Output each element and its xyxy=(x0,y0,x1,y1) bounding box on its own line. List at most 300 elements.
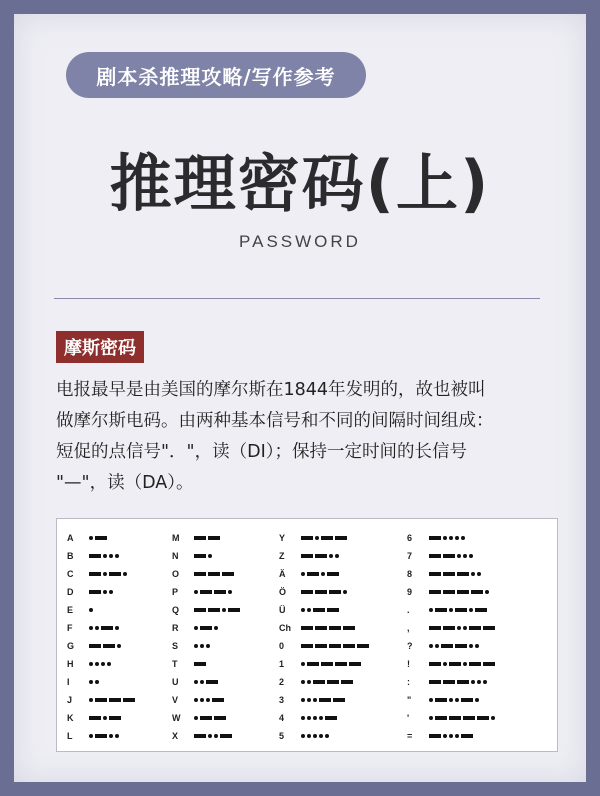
category-tag: 剧本杀推理攻略/写作参考 xyxy=(66,52,366,98)
morse-dot xyxy=(307,734,311,738)
paragraph-line: "—"，读（DA）。 xyxy=(56,473,194,493)
morse-row xyxy=(279,727,371,745)
morse-code xyxy=(89,536,109,540)
morse-code xyxy=(429,734,475,738)
morse-symbol: P xyxy=(172,587,179,597)
morse-code xyxy=(429,698,481,702)
morse-dot xyxy=(194,590,198,594)
morse-dot xyxy=(194,644,198,648)
morse-dot xyxy=(95,662,99,666)
morse-code xyxy=(429,662,497,666)
morse-dot xyxy=(477,572,481,576)
morse-dot xyxy=(89,536,93,540)
morse-row xyxy=(279,655,371,673)
morse-code xyxy=(194,662,208,666)
morse-dot xyxy=(429,716,433,720)
morse-dot xyxy=(101,662,105,666)
morse-dot xyxy=(463,554,467,558)
morse-dash xyxy=(214,590,226,594)
morse-symbol: 1 xyxy=(279,659,285,669)
morse-dot xyxy=(315,536,319,540)
morse-code xyxy=(194,680,220,684)
morse-dot xyxy=(194,626,198,630)
morse-dash xyxy=(194,608,206,612)
morse-code xyxy=(301,608,341,612)
morse-dash xyxy=(435,698,447,702)
morse-dot xyxy=(455,536,459,540)
morse-row xyxy=(67,655,137,673)
morse-row xyxy=(407,529,497,547)
morse-dash xyxy=(301,644,313,648)
morse-column xyxy=(67,529,137,745)
morse-dash xyxy=(208,572,220,576)
morse-dot xyxy=(429,608,433,612)
morse-dot xyxy=(115,734,119,738)
morse-dash xyxy=(313,680,325,684)
morse-row xyxy=(172,601,242,619)
morse-dot xyxy=(117,644,121,648)
morse-dash xyxy=(194,572,206,576)
morse-dot xyxy=(95,680,99,684)
morse-symbol: V xyxy=(172,695,179,705)
morse-dot xyxy=(89,608,93,612)
morse-dot xyxy=(115,626,119,630)
morse-dash xyxy=(194,554,206,558)
morse-dot xyxy=(89,662,93,666)
morse-dash xyxy=(329,590,341,594)
morse-symbol: 2 xyxy=(279,677,285,687)
morse-code xyxy=(429,644,481,648)
morse-row xyxy=(172,727,242,745)
morse-dot xyxy=(307,716,311,720)
morse-dash xyxy=(319,698,331,702)
morse-dash xyxy=(349,662,361,666)
morse-dot xyxy=(321,572,325,576)
morse-dot xyxy=(89,734,93,738)
morse-dash xyxy=(301,536,313,540)
morse-dash xyxy=(335,536,347,540)
morse-dot xyxy=(343,590,347,594)
morse-dash xyxy=(327,680,339,684)
morse-dash xyxy=(327,608,339,612)
morse-symbol: W xyxy=(172,713,181,723)
morse-dash xyxy=(463,716,475,720)
morse-dot xyxy=(301,680,305,684)
morse-dot xyxy=(449,698,453,702)
morse-dot xyxy=(335,554,339,558)
morse-dot xyxy=(461,536,465,540)
morse-code xyxy=(194,698,226,702)
morse-dash xyxy=(315,590,327,594)
morse-dot xyxy=(107,662,111,666)
morse-dash xyxy=(457,590,469,594)
morse-dot xyxy=(475,644,479,648)
morse-dot xyxy=(115,554,119,558)
morse-symbol: O xyxy=(172,569,180,579)
morse-symbol: 3 xyxy=(279,695,285,705)
morse-row xyxy=(67,601,137,619)
morse-dash xyxy=(200,590,212,594)
morse-symbol: 7 xyxy=(407,551,413,561)
morse-dash xyxy=(95,734,107,738)
morse-code xyxy=(301,590,349,594)
morse-dash xyxy=(343,626,355,630)
morse-dash xyxy=(483,626,495,630)
morse-dash xyxy=(95,698,107,702)
morse-dot xyxy=(443,734,447,738)
morse-dash xyxy=(329,626,341,630)
morse-dot xyxy=(200,680,204,684)
morse-dash xyxy=(89,572,101,576)
morse-code xyxy=(89,626,121,630)
morse-row xyxy=(67,619,137,637)
morse-dash xyxy=(477,716,489,720)
morse-dot xyxy=(194,680,198,684)
morse-dash xyxy=(449,716,461,720)
morse-dash xyxy=(435,716,447,720)
morse-row xyxy=(279,673,371,691)
morse-row xyxy=(67,529,137,547)
morse-dash xyxy=(443,554,455,558)
morse-symbol: ? xyxy=(407,641,413,651)
morse-dash xyxy=(315,554,327,558)
morse-dash xyxy=(461,734,473,738)
morse-dot xyxy=(443,536,447,540)
morse-dot xyxy=(301,734,305,738)
morse-code xyxy=(89,608,95,612)
morse-dash xyxy=(429,590,441,594)
morse-dash xyxy=(194,662,206,666)
morse-row xyxy=(172,565,242,583)
morse-symbol: T xyxy=(172,659,178,669)
morse-dot xyxy=(457,626,461,630)
morse-dot xyxy=(455,698,459,702)
morse-row xyxy=(67,583,137,601)
morse-row xyxy=(407,619,497,637)
morse-dash xyxy=(475,608,487,612)
morse-dash xyxy=(200,626,212,630)
morse-symbol: : xyxy=(407,677,410,687)
morse-dash xyxy=(194,734,206,738)
paragraph-line: 做摩尔斯电码。由两种基本信号和不同的间隔时间组成： xyxy=(56,411,494,431)
morse-symbol: ! xyxy=(407,659,410,669)
morse-code xyxy=(194,626,220,630)
paragraph-line: 电报最早是由美国的摩尔斯在1844年发明的，故也被叫 xyxy=(56,380,486,400)
morse-code xyxy=(89,716,123,720)
morse-code xyxy=(89,590,115,594)
morse-code xyxy=(301,734,331,738)
morse-code xyxy=(429,572,483,576)
morse-code xyxy=(429,716,497,720)
morse-dash xyxy=(443,572,455,576)
morse-dash xyxy=(222,572,234,576)
morse-dash xyxy=(95,536,107,540)
morse-code xyxy=(301,572,341,576)
morse-dot xyxy=(301,572,305,576)
morse-column xyxy=(172,529,242,745)
morse-dot xyxy=(208,554,212,558)
morse-dash xyxy=(357,644,369,648)
morse-symbol: C xyxy=(67,569,74,579)
morse-code xyxy=(89,644,123,648)
morse-dot xyxy=(89,698,93,702)
morse-dash xyxy=(301,626,313,630)
morse-dash xyxy=(208,608,220,612)
morse-column xyxy=(407,529,497,745)
morse-dot xyxy=(301,608,305,612)
morse-dot xyxy=(301,662,305,666)
morse-row xyxy=(279,637,371,655)
morse-row xyxy=(172,655,242,673)
morse-dot xyxy=(109,590,113,594)
morse-dash xyxy=(307,572,319,576)
morse-row xyxy=(407,727,497,745)
morse-dash xyxy=(325,716,337,720)
morse-symbol: A xyxy=(67,533,74,543)
morse-code xyxy=(301,536,349,540)
morse-code xyxy=(429,608,489,612)
morse-row xyxy=(172,529,242,547)
morse-row xyxy=(279,619,371,637)
morse-dash xyxy=(429,626,441,630)
morse-dot xyxy=(429,644,433,648)
morse-row xyxy=(407,565,497,583)
morse-dash xyxy=(315,626,327,630)
morse-dash xyxy=(429,572,441,576)
morse-symbol: , xyxy=(407,623,410,633)
morse-code xyxy=(429,554,475,558)
morse-dash xyxy=(89,554,101,558)
morse-code xyxy=(194,644,212,648)
morse-dot xyxy=(313,716,317,720)
morse-row xyxy=(172,673,242,691)
morse-row xyxy=(172,547,242,565)
morse-dash xyxy=(89,590,101,594)
morse-symbol: 6 xyxy=(407,533,413,543)
morse-code xyxy=(89,698,137,702)
morse-dot xyxy=(200,698,204,702)
morse-row xyxy=(407,691,497,709)
morse-dot xyxy=(471,680,475,684)
morse-dot xyxy=(123,572,127,576)
morse-row xyxy=(67,637,137,655)
morse-code xyxy=(301,662,363,666)
morse-dot xyxy=(103,590,107,594)
morse-dot xyxy=(214,734,218,738)
morse-symbol: R xyxy=(172,623,179,633)
morse-dot xyxy=(228,590,232,594)
morse-dot xyxy=(483,680,487,684)
morse-dash xyxy=(109,698,121,702)
page-subtitle: PASSWORD xyxy=(239,232,361,251)
morse-symbol: " xyxy=(407,695,412,705)
morse-symbol: G xyxy=(67,641,75,651)
morse-dot xyxy=(307,608,311,612)
morse-symbol: E xyxy=(67,605,74,615)
morse-dash xyxy=(457,572,469,576)
morse-dash xyxy=(89,644,101,648)
morse-dash xyxy=(101,626,113,630)
morse-symbol: Y xyxy=(279,533,286,543)
morse-dash xyxy=(457,680,469,684)
morse-dot xyxy=(471,572,475,576)
morse-code xyxy=(301,698,347,702)
morse-dot xyxy=(457,554,461,558)
morse-symbol: F xyxy=(67,623,73,633)
morse-symbol: 5 xyxy=(279,731,285,741)
morse-code xyxy=(89,662,113,666)
morse-column xyxy=(279,529,371,745)
morse-dash xyxy=(443,626,455,630)
morse-symbol: ' xyxy=(407,713,410,723)
morse-code xyxy=(429,536,467,540)
morse-symbol: Ü xyxy=(279,605,286,615)
morse-symbol: Ch xyxy=(279,623,291,633)
morse-dash xyxy=(429,536,441,540)
description-paragraph xyxy=(56,375,556,499)
morse-row xyxy=(279,691,371,709)
morse-symbol: S xyxy=(172,641,179,651)
morse-dash xyxy=(435,608,447,612)
morse-code xyxy=(194,554,214,558)
morse-dash xyxy=(89,716,101,720)
morse-dot xyxy=(485,590,489,594)
section-heading: 摩斯密码 xyxy=(56,331,144,363)
morse-dot xyxy=(475,698,479,702)
morse-dot xyxy=(491,716,495,720)
morse-row xyxy=(279,547,371,565)
morse-dash xyxy=(200,716,212,720)
morse-symbol: Ö xyxy=(279,587,287,597)
morse-dot xyxy=(206,644,210,648)
morse-symbol: 0 xyxy=(279,641,285,651)
morse-dot xyxy=(463,662,467,666)
morse-code xyxy=(429,626,497,630)
morse-dash xyxy=(313,608,325,612)
morse-dot xyxy=(307,680,311,684)
morse-row xyxy=(279,565,371,583)
morse-dash xyxy=(441,644,453,648)
morse-row xyxy=(407,601,497,619)
morse-dot xyxy=(95,626,99,630)
morse-dot xyxy=(109,734,113,738)
morse-row xyxy=(407,709,497,727)
morse-dash xyxy=(327,572,339,576)
morse-dot xyxy=(313,698,317,702)
morse-symbol: L xyxy=(67,731,73,741)
morse-row xyxy=(67,727,137,745)
morse-symbol: Ä xyxy=(279,569,286,579)
morse-dot xyxy=(200,644,204,648)
morse-symbol: Z xyxy=(279,551,285,561)
morse-dot xyxy=(449,734,453,738)
morse-row xyxy=(67,691,137,709)
morse-row xyxy=(407,637,497,655)
morse-dot xyxy=(443,662,447,666)
morse-dot xyxy=(463,626,467,630)
morse-dot xyxy=(469,608,473,612)
morse-dot xyxy=(449,536,453,540)
morse-code xyxy=(194,716,228,720)
morse-dash xyxy=(109,716,121,720)
morse-dash xyxy=(206,680,218,684)
morse-dash xyxy=(469,626,481,630)
morse-dot xyxy=(325,734,329,738)
morse-dash xyxy=(109,572,121,576)
morse-code xyxy=(89,554,121,558)
morse-dot xyxy=(222,608,226,612)
morse-dash xyxy=(212,698,224,702)
morse-code xyxy=(194,734,234,738)
morse-code xyxy=(89,680,101,684)
morse-dash xyxy=(214,716,226,720)
morse-dot xyxy=(103,572,107,576)
morse-dash xyxy=(471,590,483,594)
morse-dot xyxy=(319,734,323,738)
morse-symbol: N xyxy=(172,551,179,561)
morse-dash xyxy=(321,536,333,540)
morse-code xyxy=(194,572,236,576)
morse-symbol: 4 xyxy=(279,713,285,723)
morse-symbol: J xyxy=(67,695,73,705)
morse-dot xyxy=(319,716,323,720)
morse-dot xyxy=(469,644,473,648)
morse-row xyxy=(407,673,497,691)
morse-dash xyxy=(329,644,341,648)
morse-dash xyxy=(194,536,206,540)
morse-dash xyxy=(103,644,115,648)
morse-code xyxy=(301,644,371,648)
page-title: 推理密码(上) xyxy=(109,147,491,220)
paragraph-line: 短促的点信号"．"，读（DI）；保持一定时间的长信号 xyxy=(56,442,467,462)
morse-dash xyxy=(123,698,135,702)
morse-dot xyxy=(194,716,198,720)
morse-row xyxy=(172,619,242,637)
morse-dash xyxy=(301,590,313,594)
morse-symbol: 8 xyxy=(407,569,413,579)
morse-dash xyxy=(455,608,467,612)
morse-dash xyxy=(315,644,327,648)
morse-row xyxy=(67,673,137,691)
morse-dash xyxy=(220,734,232,738)
morse-dash xyxy=(429,554,441,558)
morse-dash xyxy=(321,662,333,666)
morse-symbol: D xyxy=(67,587,74,597)
morse-dash xyxy=(429,662,441,666)
morse-dash xyxy=(483,662,495,666)
morse-dot xyxy=(313,734,317,738)
morse-dash xyxy=(343,644,355,648)
morse-dot xyxy=(429,698,433,702)
morse-dot xyxy=(208,734,212,738)
morse-code xyxy=(301,554,341,558)
morse-dash xyxy=(228,608,240,612)
morse-code xyxy=(194,536,222,540)
morse-dash xyxy=(341,680,353,684)
morse-dot xyxy=(455,734,459,738)
morse-code xyxy=(89,734,121,738)
morse-dot xyxy=(194,698,198,702)
morse-row xyxy=(407,583,497,601)
morse-symbol: B xyxy=(67,551,74,561)
morse-dot xyxy=(435,644,439,648)
morse-dash xyxy=(335,662,347,666)
morse-symbol: U xyxy=(172,677,179,687)
morse-dash xyxy=(333,698,345,702)
morse-dot xyxy=(103,716,107,720)
morse-symbol: H xyxy=(67,659,74,669)
morse-row xyxy=(279,583,371,601)
